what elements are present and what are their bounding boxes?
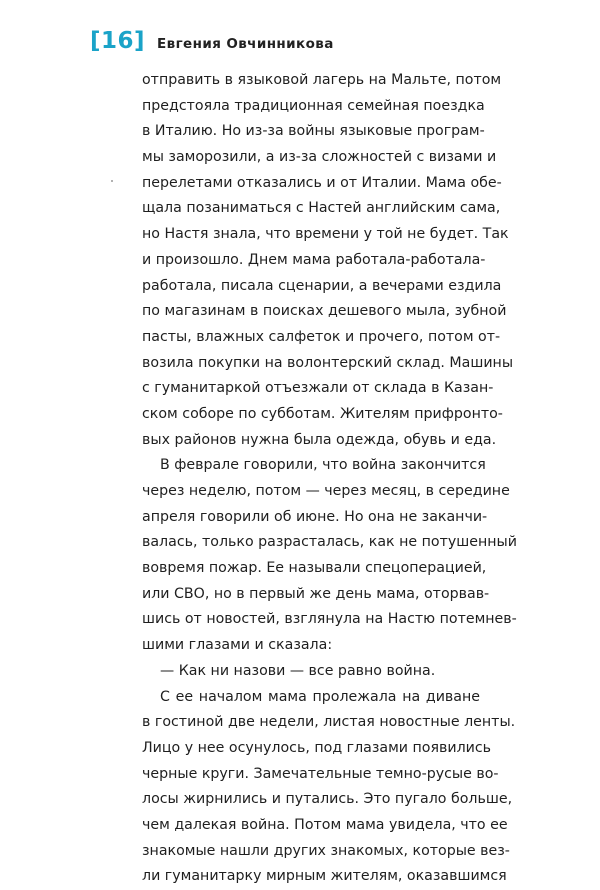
author-name: Евгения Овчинникова bbox=[157, 36, 334, 52]
text-line: Лицо у нее осунулось, под глазами появились bbox=[142, 739, 492, 756]
text-line: возила покупки на волонтерский склад. Машины bbox=[142, 354, 514, 371]
text-line: через неделю, потом — через месяц, в середине bbox=[142, 483, 510, 499]
text-line: или СВО, но в первый же день мама, оторвав- bbox=[142, 585, 490, 602]
text-line: работала, писала сценарии, а вечерами ездила bbox=[142, 277, 502, 294]
page-header bbox=[90, 28, 334, 62]
text-line: с гуманитаркой отъезжали от склада в Казан- bbox=[142, 380, 494, 397]
text-line: в Италию. Но из-за войны языковые програм- bbox=[142, 123, 485, 140]
text-line: лосы жирнились и путались. Это пугало больше, bbox=[142, 791, 513, 808]
text-line: — Как ни назови — все равно война. bbox=[160, 662, 436, 679]
text-line: по магазинам в поисках дешевого мыла, зубной bbox=[142, 303, 507, 320]
text-line: шись от новостей, взглянула на Настю потемнев- bbox=[142, 611, 517, 628]
text-line: чем далекая война. Потом мама увидела, что ее bbox=[142, 816, 508, 833]
text-line: перелетами отказались и от Италии. Мама обе- bbox=[142, 174, 502, 191]
text-line: ском соборе по субботам. Жителям прифронто- bbox=[142, 405, 503, 422]
text-line: валась, только разрасталась, как не потушенный bbox=[142, 534, 517, 551]
text-line: знакомые нашли других знакомых, которые вез- bbox=[142, 842, 510, 859]
text-line: вых районов нужна была одежда, обувь и еда. bbox=[142, 431, 497, 448]
text-line: пасты, влажных салфеток и прочего, потом от- bbox=[142, 328, 501, 345]
text-line: апреля говорили об июне. Но она не заканчи- bbox=[142, 508, 488, 525]
text-line: шими глазами и сказала: bbox=[142, 637, 333, 654]
text-line: мы заморозили, а из-за сложностей с визами и bbox=[142, 149, 497, 166]
text-line: ли гуманитарку мирным жителям, оказавшимся bbox=[142, 868, 507, 885]
text-line: предстояла традиционная семейная поездка bbox=[142, 97, 485, 114]
scan-speck bbox=[111, 180, 113, 182]
text-line: отправить в языковой лагерь на Мальте, потом bbox=[142, 72, 502, 88]
text-line: щала позаниматься с Настей английским сама, bbox=[142, 200, 501, 217]
page-number: [16] bbox=[90, 28, 146, 54]
text-line: В феврале говорили, что война закончится bbox=[160, 457, 486, 474]
body-text bbox=[142, 68, 517, 890]
text-line: черные круги. Замечательные темно-русые во- bbox=[142, 765, 499, 782]
text-line: но Настя знала, что времени у той не будет. Так bbox=[142, 226, 509, 243]
text-line: вовремя пожар. Ее называли спецоперацией, bbox=[142, 560, 487, 577]
text-line: и произошло. Днем мама работала-работала- bbox=[142, 251, 486, 268]
text-line: С ее началом мама пролежала на диване bbox=[160, 688, 480, 705]
text-line: в гостиной две недели, листая новостные ленты. bbox=[142, 714, 516, 731]
